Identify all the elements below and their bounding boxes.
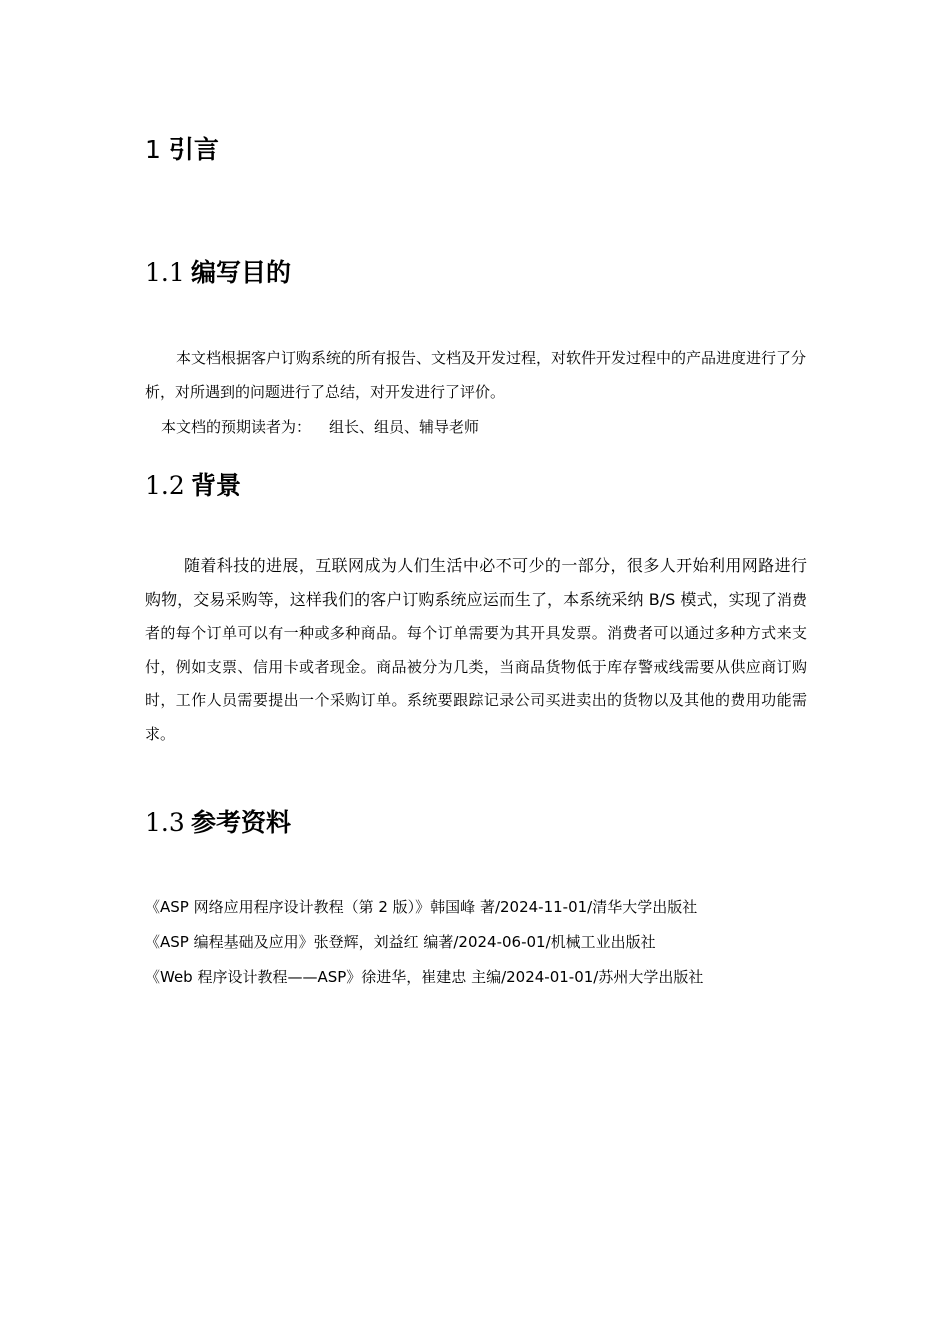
readers-label: 本文档的预期读者为： (161, 418, 312, 436)
heading-number: 1.2 (145, 471, 185, 500)
heading-number: 1 (145, 135, 161, 164)
heading-number: 1.3 (145, 808, 185, 837)
readers-line (161, 414, 479, 440)
heading-references (145, 806, 291, 841)
background-paragraph-part2: 消费者的每个订单可以有一种或多种商品。每个订单需要为其开具发票。消费者可以通过多种方式来支付，例如支票、信用卡或者现金。商品被分为几类，当商品货物低于库存警戒线需要从供应商订购时，工作人员需要提出一个采购订单。系统要跟踪记录公司买进卖出的货物以及其他的费用功能需求。 (145, 590, 807, 743)
heading-title: 引言 (168, 135, 219, 164)
heading-title: 背景 (191, 471, 242, 500)
readers-value: 组长、组员、辅导老师 (329, 418, 480, 436)
heading-background (145, 469, 241, 504)
background-paragraph (145, 550, 807, 751)
reference-item: 《ASP 编程基础及应用》张登辉，刘益红 编著/2024-06-01/机械工业出版社 (145, 933, 656, 951)
heading-purpose (145, 256, 291, 291)
heading-title: 参考资料 (191, 808, 292, 837)
reference-item: 《Web 程序设计教程——ASP》徐进华，崔建忠 主编/2024-01-01/苏州大学出版社 (145, 968, 704, 986)
heading-title: 编写目的 (191, 258, 292, 287)
background-paragraph-part1: 随着科技的进展，互联网成为人们生活中必不可少的一部分，很多人开始利用网路进行购物，交易采购等，这样我们的客户订购系统应运而生了，本系统采纳 B/S 模式，实现了 (145, 556, 807, 609)
reference-item: 《ASP 网络应用程序设计教程（第 2 版）》韩国峰 著/2024-11-01/清华大学出版社 (145, 898, 698, 916)
purpose-paragraph: 本文档根据客户订购系统的所有报告、文档及开发过程，对软件开发过程中的产品进度进行了分析，对所遇到的问题进行了总结，对开发进行了评价。 (145, 349, 807, 401)
heading-introduction (145, 133, 219, 167)
heading-number: 1.1 (145, 258, 185, 287)
reference-list (145, 890, 703, 995)
